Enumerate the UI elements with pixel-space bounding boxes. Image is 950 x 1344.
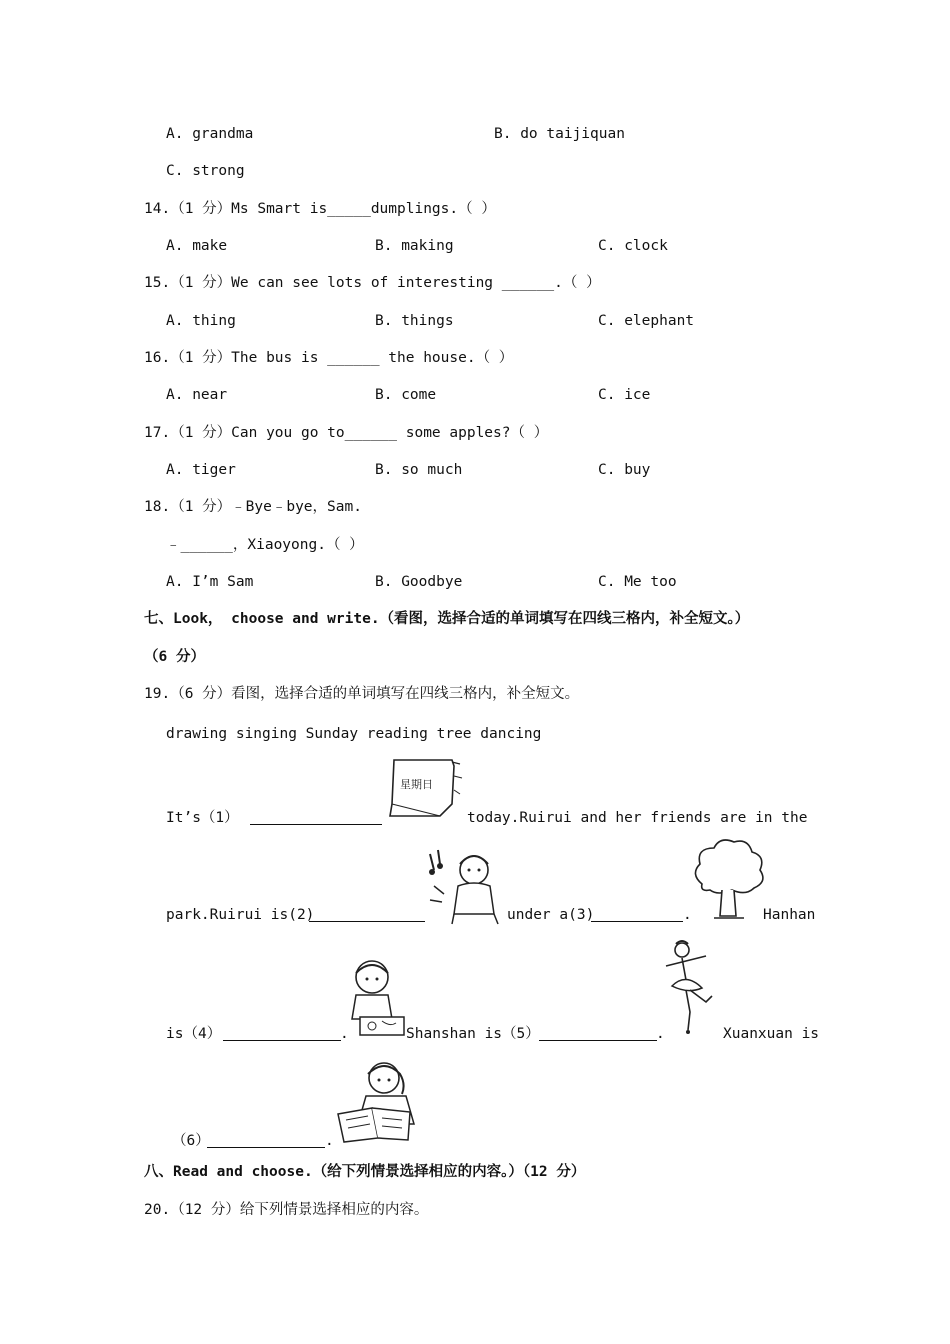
dancing-girl-picture [660,938,720,1036]
story-line2-dot: . [683,907,692,923]
story-line3-dot2: . [656,1026,665,1042]
q20-stem: 20.（12 分）给下列情景选择相应的内容。 [144,1202,429,1218]
q17-option-c: C. buy [598,462,651,478]
story-line1-end: today.Ruirui and her friends are in the [467,810,808,826]
q14-option-a: A. make [166,238,228,254]
answer-blank-4[interactable] [223,1026,341,1041]
q14-option-c: C. clock [598,238,668,254]
story-line2-end: Hanhan [763,907,816,923]
q17-stem: 17.（1 分）Can you go to______ some apples?（ ） [144,425,549,441]
q18-option-c: C. Me too [598,574,677,590]
story-line4-dot: . [325,1133,334,1149]
reading-boy-picture [332,1054,432,1144]
story-line1-start: It’s（1） [166,810,239,826]
word-bank: drawing singing Sunday reading tree dancing [166,726,542,742]
story-line3-end: Xuanxuan is [723,1026,820,1042]
q16-stem: 16.（1 分）The bus is ______ the house.（ ） [144,350,514,366]
singing-girl-picture [424,842,508,926]
q16-option-c: C. ice [598,387,651,403]
drawing-boy-picture [342,955,408,1039]
q17-option-b: B. so much [375,462,463,478]
answer-blank-6[interactable] [207,1133,325,1148]
q13-option-a: A. grandma [166,126,254,142]
section7-title: 七、Look， choose and write.（看图，选择合适的单词填写在四线三格内，补全短文。） [144,611,750,627]
answer-blank-5[interactable] [539,1026,657,1041]
answer-blank-3[interactable] [591,907,683,922]
story-line2-mid: under a(3) [507,907,595,923]
section8-title: 八、Read and choose.（给下列情景选择相应的内容。）（12 分） [144,1164,586,1180]
q13-option-c: C. strong [166,163,245,179]
q19-stem: 19.（6 分）看图，选择合适的单词填写在四线三格内，补全短文。 [144,686,580,702]
q15-stem: 15.（1 分）We can see lots of interesting ______.（ ） [144,275,601,291]
q15-option-b: B. things [375,313,454,329]
q14-stem: 14.（1 分）Ms Smart is_____dumplings.（ ） [144,201,496,217]
story-line4-start: （6） [172,1133,210,1149]
q18-reply: ﹣______，Xiaoyong.（ ） [166,537,364,553]
answer-blank-2[interactable] [309,907,425,922]
q18-option-b: B. Goodbye [375,574,463,590]
answer-blank-1[interactable] [250,810,382,825]
story-line3-start: is（4） [166,1026,222,1042]
q18-option-a: A. I’m Sam [166,574,254,590]
story-line2-start: park.Ruirui is(2) [166,907,315,923]
story-line3-dot: . [340,1026,349,1042]
section7-score: （6 分） [144,649,205,665]
calendar-label: 星期日 [400,778,433,791]
tree-picture [688,834,768,922]
q16-option-a: A. near [166,387,228,403]
calendar-picture [382,756,464,822]
q15-option-c: C. elephant [598,313,695,329]
q17-option-a: A. tiger [166,462,236,478]
q13-option-b: B. do taijiquan [494,126,625,142]
q15-option-a: A. thing [166,313,236,329]
q18-stem: 18.（1 分）﹣Bye﹣bye，Sam. [144,499,362,515]
q16-option-b: B. come [375,387,437,403]
story-line3-mid: Shanshan is（5） [406,1026,540,1042]
q14-option-b: B. making [375,238,454,254]
